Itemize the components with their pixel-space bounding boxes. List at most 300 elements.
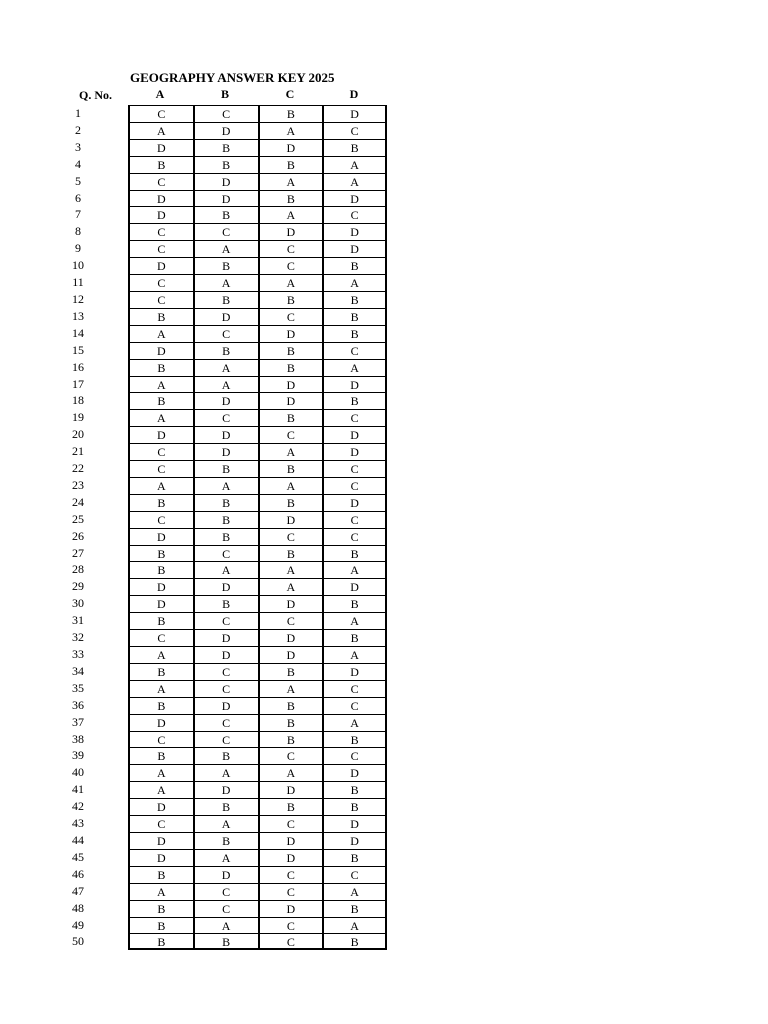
table-row <box>72 747 387 764</box>
question-number: 31 <box>72 613 84 628</box>
table-row <box>72 409 387 426</box>
answer-cell-set-d: C <box>322 747 387 764</box>
answer-cell-set-d: B <box>322 291 387 308</box>
answer-cell-set-a: D <box>128 206 193 223</box>
answer-cell-set-a: C <box>128 443 193 460</box>
table-row <box>75 223 387 240</box>
table-row <box>72 933 387 950</box>
answer-cell-set-b: D <box>193 781 258 798</box>
question-number: 32 <box>72 630 84 645</box>
answer-cell-set-d: C <box>322 122 387 139</box>
answer-cell-set-a: C <box>128 105 193 122</box>
question-number: 42 <box>72 799 84 814</box>
question-number: 46 <box>72 866 84 881</box>
answer-cell-set-a: C <box>128 815 193 832</box>
table-row <box>75 190 387 207</box>
answer-cell-set-c: D <box>258 646 323 663</box>
answer-cell-set-c: D <box>258 139 323 156</box>
question-number: 21 <box>72 444 84 459</box>
answer-cell-set-a: D <box>128 426 193 443</box>
answer-cell-set-d: D <box>322 105 387 122</box>
answer-cell-set-c: B <box>258 156 323 173</box>
answer-cell-set-a: B <box>128 612 193 629</box>
answer-cell-set-a: B <box>128 697 193 714</box>
answer-cell-set-b: D <box>193 308 258 325</box>
answer-cell-set-b: A <box>193 240 258 257</box>
answer-cell-set-d: B <box>322 629 387 646</box>
answer-cell-set-a: C <box>128 223 193 240</box>
answer-cell-set-d: A <box>322 274 387 291</box>
answer-cell-set-d: A <box>322 646 387 663</box>
table-row <box>72 883 387 900</box>
answer-cell-set-d: C <box>322 206 387 223</box>
answer-cell-set-c: B <box>258 494 323 511</box>
question-number: 50 <box>72 934 84 949</box>
question-number: 37 <box>72 714 84 729</box>
question-number: 35 <box>72 680 84 695</box>
table-row <box>72 426 387 443</box>
answer-cell-set-a: B <box>128 308 193 325</box>
answer-cell-set-a: B <box>128 392 193 409</box>
question-number: 22 <box>72 461 84 476</box>
answer-cell-set-b: B <box>193 528 258 545</box>
question-number: 30 <box>72 596 84 611</box>
answer-cell-set-b: C <box>193 223 258 240</box>
table-row <box>72 849 387 866</box>
answer-cell-set-d: A <box>322 883 387 900</box>
answer-cell-set-d: C <box>322 409 387 426</box>
answer-cell-set-a: D <box>128 190 193 207</box>
answer-cell-set-d: B <box>322 900 387 917</box>
answer-cell-set-c: A <box>258 477 323 494</box>
answer-cell-set-d: A <box>322 917 387 934</box>
table-row <box>72 274 387 291</box>
table-row <box>72 900 387 917</box>
answer-cell-set-a: A <box>128 409 193 426</box>
answer-cell-set-c: B <box>258 359 323 376</box>
answer-cell-set-a: A <box>128 325 193 342</box>
answer-cell-set-c: A <box>258 578 323 595</box>
answer-cell-set-d: B <box>322 933 387 950</box>
answer-cell-set-c: A <box>258 764 323 781</box>
table-row <box>72 359 387 376</box>
answer-cell-set-d: A <box>322 359 387 376</box>
answer-cell-set-b: C <box>193 409 258 426</box>
table-row <box>72 680 387 697</box>
answer-cell-set-a: D <box>128 342 193 359</box>
answer-cell-set-c: B <box>258 731 323 748</box>
answer-cell-set-b: C <box>193 325 258 342</box>
answer-cell-set-d: C <box>322 528 387 545</box>
question-number: 14 <box>72 325 84 340</box>
table-row <box>72 376 387 393</box>
answer-cell-set-d: D <box>322 190 387 207</box>
answer-cell-set-a: D <box>128 257 193 274</box>
answer-cell-set-b: A <box>193 376 258 393</box>
answer-cell-set-c: C <box>258 933 323 950</box>
answer-cell-set-b: A <box>193 359 258 376</box>
table-row <box>75 173 387 190</box>
answer-cell-set-b: B <box>193 511 258 528</box>
answer-cell-set-b: B <box>193 257 258 274</box>
answer-cell-set-c: C <box>258 866 323 883</box>
answer-cell-set-b: C <box>193 714 258 731</box>
question-number: 2 <box>75 122 81 137</box>
answer-cell-set-d: B <box>322 325 387 342</box>
answer-cell-set-a: A <box>128 781 193 798</box>
question-number: 20 <box>72 427 84 442</box>
table-row <box>72 494 387 511</box>
answer-cell-set-a: D <box>128 595 193 612</box>
answer-cell-set-a: A <box>128 122 193 139</box>
answer-cell-set-b: C <box>193 680 258 697</box>
page-title: GEOGRAPHY ANSWER KEY 2025 <box>130 70 335 85</box>
answer-cell-set-b: D <box>193 646 258 663</box>
answer-cell-set-b: A <box>193 274 258 291</box>
question-number: 18 <box>72 393 84 408</box>
answer-cell-set-a: A <box>128 477 193 494</box>
answer-cell-set-b: B <box>193 595 258 612</box>
answer-cell-set-a: D <box>128 139 193 156</box>
question-number: 10 <box>72 258 84 273</box>
answer-cell-set-c: D <box>258 595 323 612</box>
question-number: 36 <box>72 697 84 712</box>
answer-cell-set-a: B <box>128 545 193 562</box>
answer-cell-set-d: D <box>322 663 387 680</box>
table-row <box>72 595 387 612</box>
answer-cell-set-a: A <box>128 764 193 781</box>
answer-cell-set-a: C <box>128 240 193 257</box>
question-number: 41 <box>72 782 84 797</box>
answer-cell-set-a: B <box>128 494 193 511</box>
answer-cell-set-d: C <box>322 342 387 359</box>
table-row <box>72 528 387 545</box>
answer-cell-set-c: D <box>258 849 323 866</box>
question-number: 19 <box>72 410 84 425</box>
answer-cell-set-d: D <box>322 223 387 240</box>
question-number: 1 <box>75 106 81 120</box>
answer-cell-set-c: D <box>258 900 323 917</box>
answer-cell-set-b: C <box>193 731 258 748</box>
question-number: 44 <box>72 832 84 847</box>
table-row <box>72 646 387 663</box>
answer-cell-set-b: D <box>193 578 258 595</box>
header-qno: Q. No. <box>79 88 112 102</box>
question-number: 16 <box>72 359 84 374</box>
table-row <box>75 105 387 122</box>
answer-cell-set-b: A <box>193 764 258 781</box>
answer-cell-set-b: C <box>193 663 258 680</box>
table-row <box>72 866 387 883</box>
answer-cell-set-c: B <box>258 190 323 207</box>
table-row <box>72 291 387 308</box>
answer-cell-set-a: D <box>128 714 193 731</box>
answer-cell-set-b: D <box>193 866 258 883</box>
answer-cell-set-c: C <box>258 883 323 900</box>
answer-cell-set-c: C <box>258 815 323 832</box>
table-row <box>72 561 387 578</box>
answer-cell-set-a: A <box>128 376 193 393</box>
table-row <box>75 240 387 257</box>
table-row <box>72 697 387 714</box>
answer-cell-set-a: D <box>128 578 193 595</box>
answer-cell-set-c: C <box>258 308 323 325</box>
answer-cell-set-a: B <box>128 156 193 173</box>
table-row <box>72 832 387 849</box>
table-row <box>72 629 387 646</box>
answer-cell-set-a: B <box>128 747 193 764</box>
answer-cell-set-c: C <box>258 612 323 629</box>
answer-cell-set-c: D <box>258 392 323 409</box>
answer-cell-set-d: B <box>322 849 387 866</box>
header-set-c: C <box>285 87 295 101</box>
header-set-a: A <box>155 87 165 101</box>
table-row <box>72 477 387 494</box>
answer-cell-set-d: D <box>322 578 387 595</box>
answer-cell-set-a: B <box>128 900 193 917</box>
answer-cell-set-c: C <box>258 528 323 545</box>
answer-cell-set-d: B <box>322 545 387 562</box>
answer-cell-set-a: A <box>128 646 193 663</box>
answer-cell-set-b: D <box>193 697 258 714</box>
answer-cell-set-c: A <box>258 680 323 697</box>
answer-cell-set-a: B <box>128 917 193 934</box>
question-number: 12 <box>72 291 84 306</box>
table-row <box>72 781 387 798</box>
answer-cell-set-a: B <box>128 561 193 578</box>
answer-cell-set-c: B <box>258 663 323 680</box>
answer-cell-set-d: C <box>322 477 387 494</box>
answer-cell-set-d: C <box>322 866 387 883</box>
question-number: 23 <box>72 477 84 492</box>
question-number: 15 <box>72 342 84 357</box>
answer-cell-set-b: B <box>193 933 258 950</box>
answer-cell-set-d: D <box>322 832 387 849</box>
table-row <box>72 342 387 359</box>
answer-cell-set-c: B <box>258 105 323 122</box>
question-number: 33 <box>72 647 84 661</box>
answer-cell-set-b: B <box>193 747 258 764</box>
answer-cell-set-b: C <box>193 900 258 917</box>
question-number: 49 <box>72 917 84 932</box>
answer-cell-set-c: A <box>258 443 323 460</box>
answer-cell-set-b: D <box>193 426 258 443</box>
table-row <box>75 122 387 139</box>
answer-cell-set-d: A <box>322 173 387 190</box>
header-set-d: D <box>349 87 359 101</box>
answer-cell-set-c: A <box>258 274 323 291</box>
answer-cell-set-a: B <box>128 866 193 883</box>
answer-cell-set-b: A <box>193 815 258 832</box>
answer-cell-set-d: C <box>322 460 387 477</box>
answer-cell-set-d: B <box>322 781 387 798</box>
answer-cell-set-c: B <box>258 342 323 359</box>
table-row <box>72 443 387 460</box>
answer-cell-set-c: A <box>258 173 323 190</box>
table-row <box>72 325 387 342</box>
question-number: 3 <box>75 139 81 154</box>
question-number: 26 <box>72 528 84 543</box>
answer-cell-set-d: A <box>322 156 387 173</box>
answer-cell-set-c: B <box>258 409 323 426</box>
answer-cell-set-c: D <box>258 223 323 240</box>
question-number: 28 <box>72 562 84 577</box>
question-number: 5 <box>75 173 81 188</box>
answer-cell-set-a: B <box>128 359 193 376</box>
table-row <box>72 392 387 409</box>
answer-cell-set-c: A <box>258 561 323 578</box>
question-number: 7 <box>75 207 81 222</box>
answer-cell-set-c: B <box>258 460 323 477</box>
answer-cell-set-c: C <box>258 257 323 274</box>
answer-cell-set-b: B <box>193 494 258 511</box>
answer-cell-set-c: D <box>258 511 323 528</box>
answer-cell-set-c: C <box>258 240 323 257</box>
answer-cell-set-a: B <box>128 663 193 680</box>
question-number: 29 <box>72 579 84 594</box>
answer-cell-set-a: A <box>128 680 193 697</box>
question-number: 6 <box>75 190 81 205</box>
question-number: 11 <box>72 275 84 290</box>
answer-cell-set-c: C <box>258 917 323 934</box>
question-number: 45 <box>72 849 84 864</box>
question-number: 24 <box>72 494 84 509</box>
answer-cell-set-b: C <box>193 545 258 562</box>
answer-cell-set-c: C <box>258 747 323 764</box>
answer-cell-set-a: C <box>128 731 193 748</box>
answer-cell-set-d: A <box>322 612 387 629</box>
answer-cell-set-d: D <box>322 426 387 443</box>
answer-cell-set-b: D <box>193 173 258 190</box>
answer-cell-set-d: D <box>322 815 387 832</box>
answer-cell-set-b: B <box>193 139 258 156</box>
answer-cell-set-a: C <box>128 629 193 646</box>
answer-cell-set-b: A <box>193 477 258 494</box>
header-set-b: B <box>220 87 229 101</box>
answer-cell-set-a: C <box>128 274 193 291</box>
table-row <box>72 764 387 781</box>
answer-cell-set-d: B <box>322 392 387 409</box>
table-row <box>72 663 387 680</box>
answer-cell-set-b: C <box>193 883 258 900</box>
answer-cell-set-d: B <box>322 798 387 815</box>
table-row <box>72 460 387 477</box>
question-number: 48 <box>72 900 84 915</box>
answer-cell-set-c: B <box>258 697 323 714</box>
answer-cell-set-d: B <box>322 139 387 156</box>
answer-cell-set-d: B <box>322 257 387 274</box>
answer-cell-set-a: D <box>128 528 193 545</box>
answer-cell-set-d: C <box>322 680 387 697</box>
table-row <box>72 257 387 274</box>
answer-cell-set-b: D <box>193 443 258 460</box>
answer-cell-set-b: D <box>193 190 258 207</box>
table-row <box>75 206 387 223</box>
question-number: 13 <box>72 308 84 323</box>
answer-cell-set-c: A <box>258 122 323 139</box>
answer-cell-set-c: C <box>258 426 323 443</box>
question-number: 17 <box>72 376 84 391</box>
answer-cell-set-c: A <box>258 206 323 223</box>
answer-cell-set-d: A <box>322 561 387 578</box>
table-row <box>72 511 387 528</box>
answer-cell-set-b: B <box>193 342 258 359</box>
answer-cell-set-b: B <box>193 832 258 849</box>
answer-cell-set-b: D <box>193 122 258 139</box>
answer-cell-set-d: D <box>322 443 387 460</box>
answer-cell-set-b: C <box>193 105 258 122</box>
table-row <box>72 545 387 562</box>
answer-cell-set-c: D <box>258 325 323 342</box>
question-number: 38 <box>72 731 84 746</box>
answer-cell-set-a: C <box>128 511 193 528</box>
answer-cell-set-b: B <box>193 291 258 308</box>
question-number: 9 <box>75 241 81 256</box>
answer-cell-set-b: A <box>193 849 258 866</box>
answer-cell-set-b: B <box>193 798 258 815</box>
answer-cell-set-c: B <box>258 545 323 562</box>
answer-cell-set-d: B <box>322 308 387 325</box>
table-row <box>72 815 387 832</box>
answer-cell-set-a: C <box>128 173 193 190</box>
answer-cell-set-d: C <box>322 511 387 528</box>
answer-cell-set-b: B <box>193 460 258 477</box>
question-number: 4 <box>75 156 81 171</box>
question-number: 47 <box>72 883 84 898</box>
answer-cell-set-b: B <box>193 156 258 173</box>
answer-cell-set-b: B <box>193 206 258 223</box>
table-row <box>75 139 387 156</box>
answer-cell-set-d: B <box>322 731 387 748</box>
answer-cell-set-a: C <box>128 460 193 477</box>
answer-cell-set-b: D <box>193 629 258 646</box>
answer-cell-set-b: A <box>193 917 258 934</box>
answer-cell-set-a: A <box>128 883 193 900</box>
answer-cell-set-c: B <box>258 798 323 815</box>
answer-cell-set-d: B <box>322 595 387 612</box>
answer-cell-set-a: D <box>128 849 193 866</box>
answer-cell-set-c: D <box>258 629 323 646</box>
question-number: 8 <box>75 224 81 239</box>
answer-cell-set-c: D <box>258 376 323 393</box>
answer-cell-set-d: D <box>322 494 387 511</box>
answer-cell-set-a: B <box>128 933 193 950</box>
question-number: 40 <box>72 765 84 780</box>
answer-cell-set-d: D <box>322 240 387 257</box>
table-row <box>72 917 387 934</box>
table-row <box>72 612 387 629</box>
question-number: 39 <box>72 748 84 763</box>
answer-cell-set-b: D <box>193 392 258 409</box>
answer-cell-set-a: D <box>128 798 193 815</box>
answer-cell-set-d: A <box>322 714 387 731</box>
answer-cell-set-b: C <box>193 612 258 629</box>
question-number: 27 <box>72 545 84 560</box>
table-row <box>75 156 387 173</box>
answer-cell-set-d: D <box>322 376 387 393</box>
answer-cell-set-d: D <box>322 764 387 781</box>
answer-cell-set-c: D <box>258 781 323 798</box>
answer-cell-set-a: C <box>128 291 193 308</box>
table-row <box>72 714 387 731</box>
answer-cell-set-d: C <box>322 697 387 714</box>
table-row <box>72 798 387 815</box>
answer-cell-set-c: B <box>258 714 323 731</box>
table-row <box>72 731 387 748</box>
question-number: 43 <box>72 816 84 831</box>
table-row <box>72 578 387 595</box>
answer-cell-set-b: A <box>193 561 258 578</box>
